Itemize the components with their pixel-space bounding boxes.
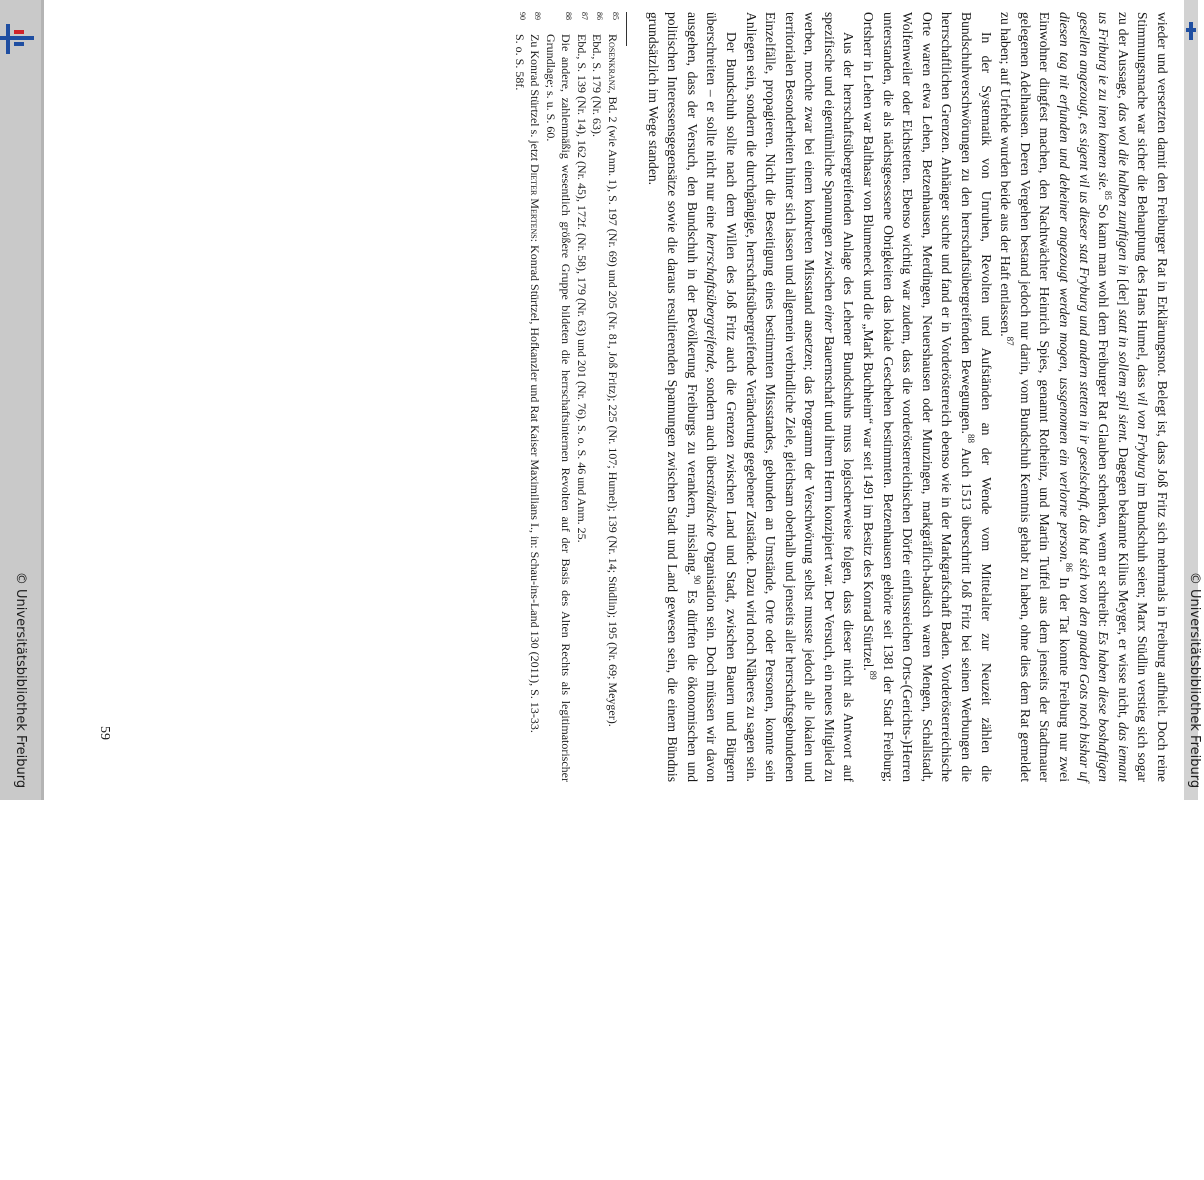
footnote: 89 Zu Konrad Stürtzel s. jetzt Dieter Mertens: Konrad Stürtzel, Hofkanzler und Rat Kaiser Maximilians I., in: Schau-ins-Land 130 (2011), S. 13-33. bbox=[528, 12, 543, 733]
page-body bbox=[511, 12, 1172, 782]
footnote-ref: 85 bbox=[1103, 190, 1114, 200]
footnote: 90 S. o. S. 58f. bbox=[512, 12, 527, 91]
footnote-divider bbox=[626, 12, 627, 46]
paragraph-3: Aus der herrschaftsübergreifenden Anlage des Lehener Bundschuhs muss logischerweise folgen, dass dieser nicht als Antwort auf spezifische und eigentümliche Spannungen zwischen einer Bauernschaft und ihrem Herrn konzipiert war. Der Versuch, ein neues Mitglied zu werben, mochte zwar bei einem konkreten Missstand ansetzen; das Programm der Verschwörung selbst musste jedoch alle lokalen und territorialen Besonderheiten hinter sich lassen und allgemein verbindliche Ziele, gleichsam oberhalb und jenseits aller herrschaftsgebundenen Einzelfälle, propagieren. Nicht die Beseitigung eines bestimmten Missstandes, gebunden an Umstände, Orte oder Personen, konnte sein Anliegen sein, sondern die durchgängige, herrschaftsübergreifende Veränderung gegebener Zustände. Dazu wird noch Näheres zu sagen sein. bbox=[743, 12, 857, 782]
copyright-notice-right bbox=[1184, 560, 1202, 800]
paragraph-2: In der Systematik von Unruhen, Revolten und Aufständen an der Wende vom Mittelalter zur Neuzeit zählen die Bundschuhverschwörungen zu den herrschaftsübergreifenden Bewegungen.$^{88}$ Auch 1513 überschritt Joß Fritz bei seinen Werbungen die herrschaftlichen Grenzen. Anhänger suchte und fand er in Vorderösterreich ebenso wie in der Markgrafschaft Baden. Vorderösterreichische Orte waren etwa Lehen, Betzenhausen, Merdingen, Neuershausen oder Munzingen, markgräflich-badisch waren Mengen, Schallstadt, Wolfenweiler oder Eichstetten. Ebenso wichtig war zudem, dass die vorderösterreichischen Dörfer einflussreichen Orts-(Gerichts-)Herren unterstanden, die als nächstgesessene Obrigkeiten das lokale Geschehen bestimmten. Betzenhausen gehörte seit 1381 der Stadt Freiburg; Ortsherr in Lehen war Balthasar von Blumeneck und die „Mark Buchheim“ war seit 1491 im Besitz des Konrad Stürtzel.$^{89}$ bbox=[861, 12, 994, 782]
footnote-ref: 86 bbox=[1064, 562, 1075, 572]
footnote-ref: 89 bbox=[868, 670, 879, 680]
copyright-right-text: © Universitätsbibliothek Freiburg bbox=[1187, 571, 1202, 789]
footnote: 86 Ebd., S. 179 (Nr. 63). bbox=[590, 12, 605, 137]
paragraph-1: wieder und versetzten damit den Freiburger Rat in Erklärungsnot. Belegt ist, dass Joß Fritz sich mehrmals in Freiburg aufhielt. Doch reine Stimmungsmache war sicher die Behauptung des Hans Humel, dass vil von Fryburg im Bundschuh seien; Marx Stüdlin verstieg sich sogar zu der Aussage, das wol die halben zunftigen in [der] statt in sollem spil sient. Dagegen bekannte Kilius Meyger, er wisse nicht, das iemant us Friburg ie zu inen komen sie.$^{85}$ So kann man wohl dem Freiburger Rat Glauben schenken, wenn er schreibt: Es haben diese boshaftigen gesellen angezougt, es sigent vil us dieser stat Fryburg und andern stetten in ir geselschaft, das hat sich von den gnaden Gots noch bishar uf diesen tag nit erfunden und deheiner angezougt werden mogen, ussgenomen ein verlorne person.$^{86}$ In der Tat konnte Freiburg nur zwei Einwohner dingfest machen, den Nachtwächter Heinrich Spies, genannt Rotheinz, und Martin Tuffel aus dem jenseits der Stadtmauer gelegenen Adelhausen. Deren Vergehen bestand jedoch nur darin, vom Bundschuh Kenntnis gehabt zu haben, ohne dies dem Rat gemeldet zu haben; auf Urfehde wurden beide aus der Haft entlassen.$^{87}$ bbox=[998, 12, 1170, 782]
copyright-left-text: © Universitätsbibliothek Freiburg bbox=[13, 571, 28, 789]
footnote-ref: 88 bbox=[966, 433, 977, 443]
footnote: 88 Die andere, zahlenmäßig wesentlich größere Gruppe bildeten die herrschaftsinternen Revolten auf der Basis des Alten Rechts als legitimatorischer Grundlage; s. u. S. 60. bbox=[543, 12, 574, 782]
footnote-ref: 87 bbox=[1005, 336, 1016, 346]
paragraph-4: Der Bundschuh sollte nach dem Willen des Joß Fritz auch die Grenzen zwischen Land und Stadt, zwischen Bauern und Bürgern überschreiten – er sollte nicht nur eine herrschaftsübergreifende, sondern auch überständische Organisation sein. Doch müssen wir davon ausgehen, dass der Versuch, den Bundschuh in der Bevölkerung Freiburgs zu verankern, misslang.$^{90}$ Es dürften die ökonomischen und politischen Interessensgegensätze sowie die daraus resultierenden Spannungen zwischen Stadt und Land gewesen sein, die einem Bündnis grundsätzlich im Wege standen. bbox=[645, 12, 739, 783]
footnote-ref: 90 bbox=[691, 575, 702, 585]
footnote: 85 Rosenkranz, Bd. 2 (wie Anm. 1), S. 197 (Nr. 69) und 205 (Nr. 81, Joß Fritz); 225 (Nr. 107; Humel); 139 (Nr. 14; Stüdlin); 195 (Nr. 69; Meyger). bbox=[605, 12, 620, 727]
library-logo-fragment-icon bbox=[1186, 22, 1196, 40]
library-logo-icon[interactable] bbox=[0, 22, 34, 56]
footnotes bbox=[511, 12, 620, 782]
page-number: 59 bbox=[97, 726, 112, 740]
scanned-page bbox=[72, 12, 1172, 782]
copyright-notice-left bbox=[0, 560, 44, 800]
footnote: 87 Ebd., S. 139 (Nr. 14), 162 (Nr. 45), 172f. (Nr. 58), 179 (Nr. 63) und 201 (Nr. 76). S. o. S. 46 und Anm. 25. bbox=[574, 12, 589, 543]
